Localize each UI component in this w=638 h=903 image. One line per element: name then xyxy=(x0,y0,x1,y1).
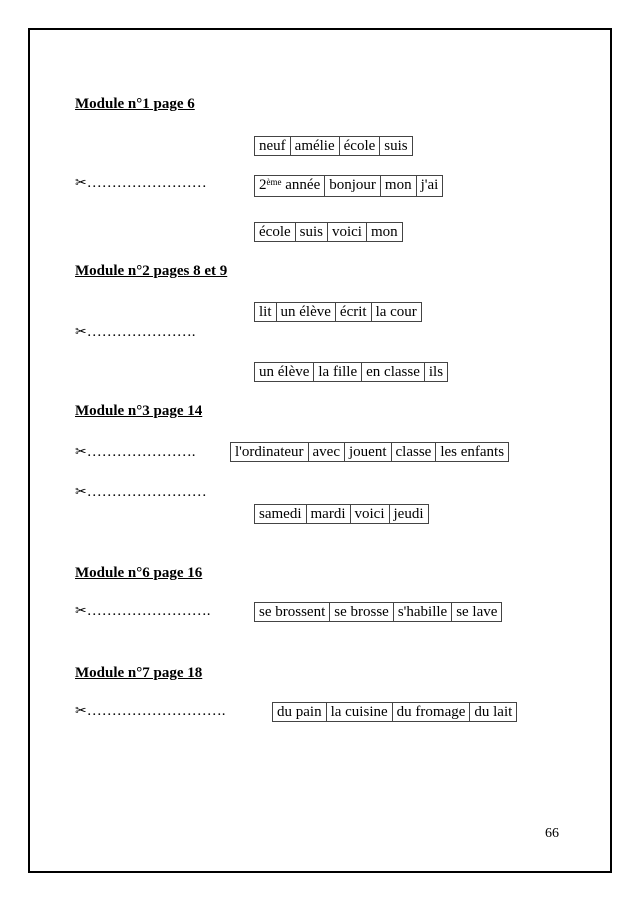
module-3-heading: Module n°3 page 14 xyxy=(75,403,203,419)
word-card: voici xyxy=(327,223,366,241)
scissors-icon: ✂ xyxy=(75,444,87,460)
module-2-cut-line-1 xyxy=(75,324,195,341)
module-1-heading: Module n°1 page 6 xyxy=(75,96,195,112)
word-card: un élève xyxy=(259,364,310,380)
word-card: jouent xyxy=(344,443,391,461)
scissors-icon: ✂ xyxy=(75,175,87,191)
word-card: se brossent xyxy=(259,604,326,620)
word-card: les enfants xyxy=(435,443,508,461)
word-card: écrit xyxy=(335,303,371,321)
word-card: suis xyxy=(379,137,411,155)
word-card: du lait xyxy=(469,703,516,721)
word-card: l'ordinateur xyxy=(235,444,304,460)
word-card: 2ème année xyxy=(259,177,321,193)
word-card: s'habille xyxy=(393,603,451,621)
cut-dots: …………………. xyxy=(86,444,196,460)
scissors-icon: ✂ xyxy=(75,324,87,340)
word-card: se brosse xyxy=(329,603,393,621)
module-1-cut-line-1 xyxy=(75,175,207,192)
module-1-word-row-2 xyxy=(254,175,443,197)
module-6-word-row-1 xyxy=(254,602,502,622)
module-3-cut-line-1 xyxy=(75,444,195,461)
module-6-cut-line-1 xyxy=(75,603,210,620)
word-card: classe xyxy=(391,443,436,461)
cut-dots: ……………………. xyxy=(86,603,211,619)
word-card: ils xyxy=(424,363,447,381)
module-3-cut-line-2 xyxy=(75,484,207,501)
word-card: suis xyxy=(295,223,327,241)
word-card: jeudi xyxy=(389,505,428,523)
word-card: la cour xyxy=(371,303,421,321)
module-1-word-row-3 xyxy=(254,222,403,242)
module-1-word-row-1 xyxy=(254,136,413,156)
word-card: la cuisine xyxy=(326,703,392,721)
word-card: du pain xyxy=(277,704,322,720)
word-card: mon xyxy=(366,223,402,241)
word-card: en classe xyxy=(361,363,424,381)
word-card: se lave xyxy=(451,603,501,621)
module-7-cut-line-1 xyxy=(75,703,225,720)
cut-dots: …………………… xyxy=(86,175,207,191)
module-2-heading: Module n°2 pages 8 et 9 xyxy=(75,263,228,279)
word-card: un élève xyxy=(276,303,335,321)
word-card: avec xyxy=(308,443,344,461)
word-card: amélie xyxy=(290,137,339,155)
word-card: lit xyxy=(259,304,272,320)
module-3-word-row-1 xyxy=(230,442,509,462)
word-card: école xyxy=(259,224,291,240)
word-card: du fromage xyxy=(392,703,470,721)
word-card: la fille xyxy=(313,363,361,381)
module-2-word-row-2 xyxy=(254,362,448,382)
word-card: mon xyxy=(380,176,416,196)
word-card: mardi xyxy=(306,505,350,523)
word-card: samedi xyxy=(259,506,302,522)
module-3-word-row-2 xyxy=(254,504,429,524)
module-7-heading: Module n°7 page 18 xyxy=(75,665,203,681)
cut-dots: …………………. xyxy=(86,324,196,340)
module-7-word-row-1 xyxy=(272,702,517,722)
scissors-icon: ✂ xyxy=(75,703,87,719)
page-number: 66 xyxy=(545,826,559,841)
cut-dots: …………………… xyxy=(86,484,207,500)
word-card: école xyxy=(339,137,380,155)
module-6-heading: Module n°6 page 16 xyxy=(75,565,203,581)
scissors-icon: ✂ xyxy=(75,603,87,619)
word-card: bonjour xyxy=(324,176,380,196)
word-card: j'ai xyxy=(416,176,443,196)
word-card: voici xyxy=(350,505,389,523)
cut-dots: ………………………. xyxy=(86,703,226,719)
module-2-word-row-1 xyxy=(254,302,422,322)
word-card: neuf xyxy=(259,138,286,154)
scissors-icon: ✂ xyxy=(75,484,87,500)
